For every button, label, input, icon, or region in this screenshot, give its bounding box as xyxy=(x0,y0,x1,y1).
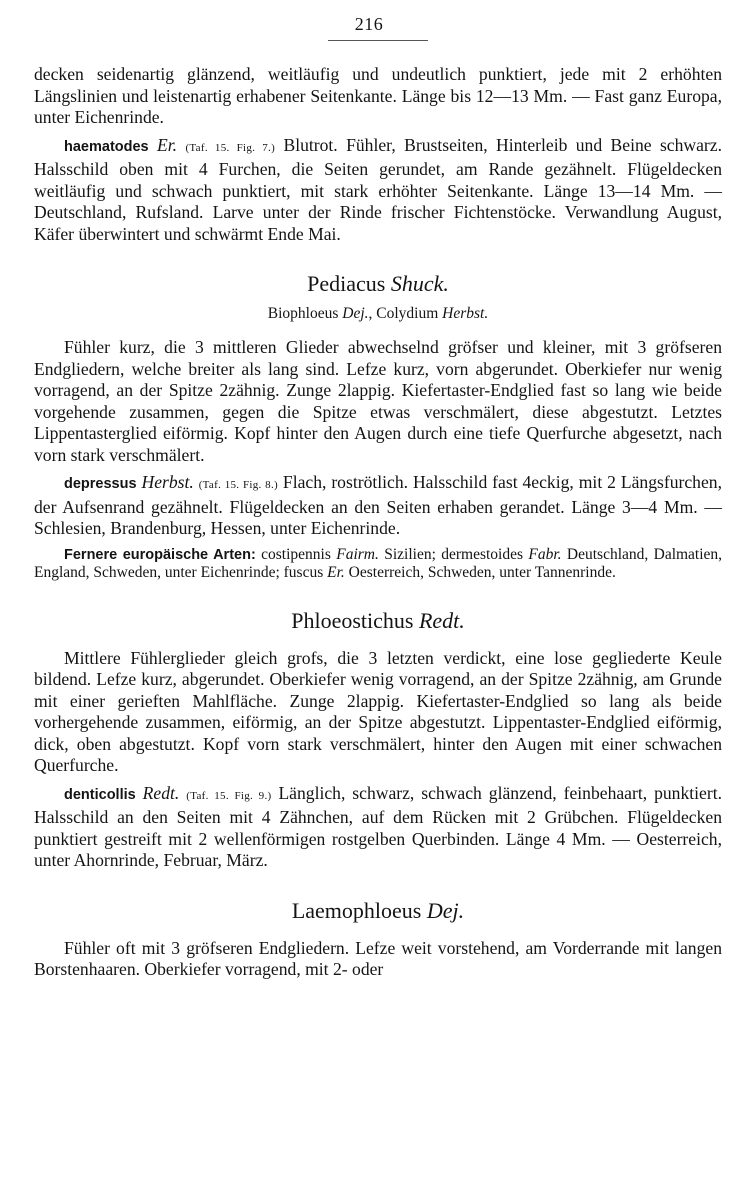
header-rule xyxy=(328,40,428,41)
species-name: denticollis xyxy=(64,786,136,803)
page-content xyxy=(34,64,722,981)
page-number: 216 xyxy=(354,14,384,34)
genus-description: Fühler kurz, die 3 mittleren Glieder abwechselnd gröfser und kleiner, mit 3 gröfseren Endgliedern, welche breiter als lang sind. Lefze kurz, vorn abgerundet. Oberkiefer nur wenig vorragend, an der Spitze 2zähnig. Zunge 2lappig. Kiefertaster-Endglied fast so lang wie beide vorgehende zusammen, gegen die Spitze etwas verschmälert, diese abgestutzt. Letztes Lippentasterglied eiförmig. Kopf hinter den Augen durch eine tiefe Querfurche abgesetzt, nach vorn stark verschmälert. xyxy=(34,337,722,465)
species-name: depressus xyxy=(64,476,137,492)
synonym-author: Dej. xyxy=(342,305,369,322)
genus-name: Pediacus xyxy=(307,271,386,296)
genus-author: Dej. xyxy=(426,897,465,923)
synonym-author: Herbst. xyxy=(442,305,489,322)
other-species-author: Fabr. xyxy=(528,545,562,563)
genus-name: Laemophloeus xyxy=(291,897,422,923)
synonym-name: Biophloeus xyxy=(267,305,339,322)
genus-author: Redt. xyxy=(418,607,465,633)
other-species-author: Er. xyxy=(327,563,345,581)
synonyms-line xyxy=(34,305,722,323)
species-description: Blutrot. Fühler, Brustseiten, Hinterleib und Beine schwarz. Halsschild oben mit 4 Furchen, die Seiten gerundet, am Rande gezähnelt. Flügeldecken weitläufig und schwach punktiert, mit stark erhöhter Seitenkante. Länge 13—14 Mm. — Deutschland, Rufsland. Larve unter der Rinde frischer Fichtenstöcke. Verwandlung August, Käfer überwintert und schwärmt Ende Mai. xyxy=(34,134,722,244)
species-entry-haematodes xyxy=(34,135,722,246)
species-description: Länglich, schwarz, schwach glänzend, feinbehaart, punktiert. Halsschild an den Seiten mit 4 Zähnchen, auf dem Rücken mit 2 Grübchen. Flügeldecken punktiert gestreift mit 2 wellenförmigen rostgelben Querbinden. Länge 4 Mm. — Oesterreich, unter Ahornrinde, Februar, März. xyxy=(34,782,722,870)
other-species-note xyxy=(34,546,722,582)
species-author: Herbst. xyxy=(141,472,194,492)
plate-reference: (Taf. 15. Fig. 9.) xyxy=(186,789,272,802)
species-name: haematodes xyxy=(64,138,149,155)
other-species-text: Deutschland, Dalmatien, England, Schweden, unter Eichenrinde; fuscus xyxy=(34,545,723,581)
genus-description: Mittlere Fühlerglieder gleich grofs, die 3 letzten verdickt, eine lose gegliederte Keule bildend. Lefze kurz, abgerundet. Oberkiefer wenig vorragend, an der Spitze 2zähnig, am Grunde mit einer gerieften Mahlfläche. Zunge 2lappig. Kiefertaster-Endglied so lang als beide vorhergehende zusammen, eiförmig, an der Spitze abgestutzt. Lippentaster-Endglied eiförmig, dick, oben abgestutzt. Kopf vorn stark verschmälert, hinter den Augen mit einer schwachen Querfurche. xyxy=(34,647,722,775)
genus-author: Shuck. xyxy=(390,271,449,296)
genus-description: Fühler oft mit 3 gröfseren Endgliedern. Lefze weit vorstehend, am Vorderrande mit langen Borstenhaaren. Oberkiefer vorragend, mit 2- oder xyxy=(34,937,722,979)
genus-heading-pediacus xyxy=(34,271,722,297)
other-species-author: Fairm. xyxy=(336,545,379,563)
other-species-label: Fernere europäische Arten: xyxy=(64,546,256,563)
species-entry-denticollis xyxy=(34,783,722,872)
genus-heading-laemophloeus xyxy=(34,898,722,924)
genus-heading-phloeostichus xyxy=(34,608,722,634)
continued-paragraph: decken seidenartig glänzend, weitläufig und undeutlich punktiert, jede mit 2 erhöhten Längslinien und leistenartig erhabener Seitenkante. Länge bis 12—13 Mm. — Fast ganz Europa, unter Eichenrinde. xyxy=(34,64,722,127)
other-species-text: Oesterreich, Schweden, unter Tannenrinde. xyxy=(348,563,616,581)
plate-reference: (Taf. 15. Fig. 7.) xyxy=(185,141,276,154)
synonym-name: , Colydium xyxy=(368,305,439,322)
genus-name: Phloeostichus xyxy=(291,607,414,633)
plate-reference: (Taf. 15. Fig. 8.) xyxy=(198,479,278,491)
species-description: Flach, roströtlich. Halsschild fast 4eckig, mit 2 Längsfurchen, der Aufsenrand gezähnelt. Flügeldecken an den Seiten erhaben gerandet. Länge 3—4 Mm. — Schlesien, Brandenburg, Hessen, unter Eichenrinde. xyxy=(34,472,722,538)
species-author: Er. xyxy=(157,134,178,155)
species-author: Redt. xyxy=(142,782,180,803)
other-species-text: costipennis xyxy=(261,545,331,563)
other-species-text: Sizilien; dermestoides xyxy=(384,545,524,563)
species-entry-depressus xyxy=(34,472,722,540)
